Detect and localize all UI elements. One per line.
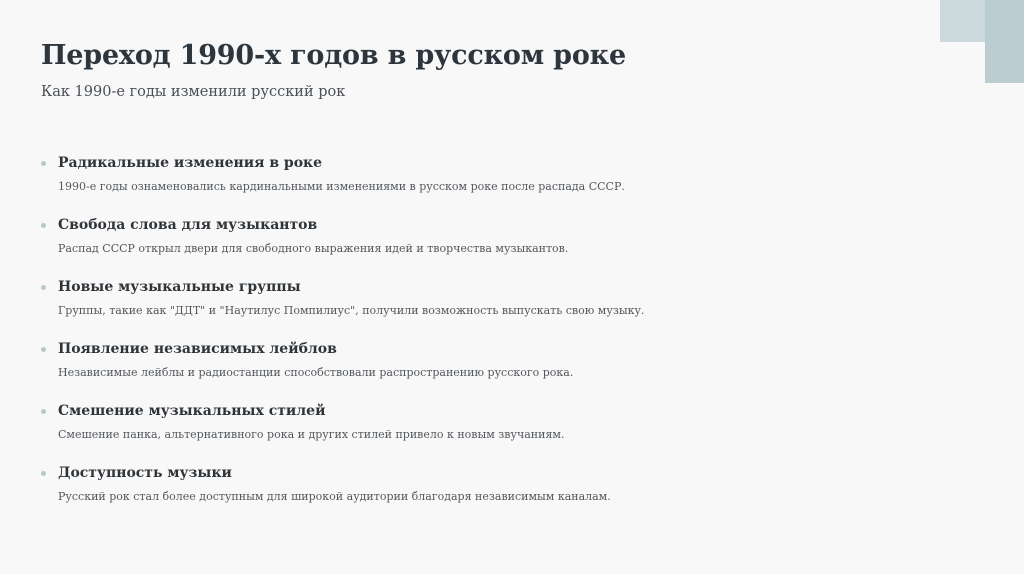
item-title: Доступность музыки (58, 465, 232, 481)
item-description: 1990-е годы ознаменовались кардинальными изменениями в русском роке после распада СССР. (58, 180, 625, 193)
list-item (41, 278, 644, 340)
item-title: Свобода слова для музыкантов (58, 217, 318, 233)
item-title: Смешение музыкальных стилей (58, 403, 326, 419)
corner-decoration-front (985, 0, 1024, 83)
item-title: Появление независимых лейблов (58, 341, 337, 357)
item-description: Распад СССР открыл двери для свободного выражения идей и творчества музыкантов. (58, 242, 569, 255)
item-description: Русский рок стал более доступным для широкой аудитории благодаря независимым каналам. (58, 490, 611, 503)
item-description: Независимые лейблы и радиостанции способствовали распространению русского рока. (58, 366, 574, 379)
slide-title: Переход 1990-х годов в русском роке (41, 40, 626, 71)
item-title: Радикальные изменения в роке (58, 155, 323, 171)
bullet-dot-icon (41, 161, 46, 166)
bullet-dot-icon (41, 347, 46, 352)
bullet-dot-icon (41, 471, 46, 476)
list-item (41, 340, 644, 402)
item-description: Группы, такие как "ДДТ" и "Наутилус Помпилиус", получили возможность выпускать свою музыку. (58, 304, 645, 317)
slide-subtitle: Как 1990-е годы изменили русский рок (41, 84, 346, 100)
bullet-dot-icon (41, 285, 46, 290)
bullet-dot-icon (41, 223, 46, 228)
item-description: Смешение панка, альтернативного рока и других стилей привело к новым звучаниям. (58, 428, 565, 441)
list-item (41, 464, 644, 526)
list-item (41, 216, 644, 278)
list-item (41, 402, 644, 464)
bullet-list (41, 154, 644, 526)
item-title: Новые музыкальные группы (58, 279, 301, 295)
bullet-dot-icon (41, 409, 46, 414)
list-item (41, 154, 644, 216)
